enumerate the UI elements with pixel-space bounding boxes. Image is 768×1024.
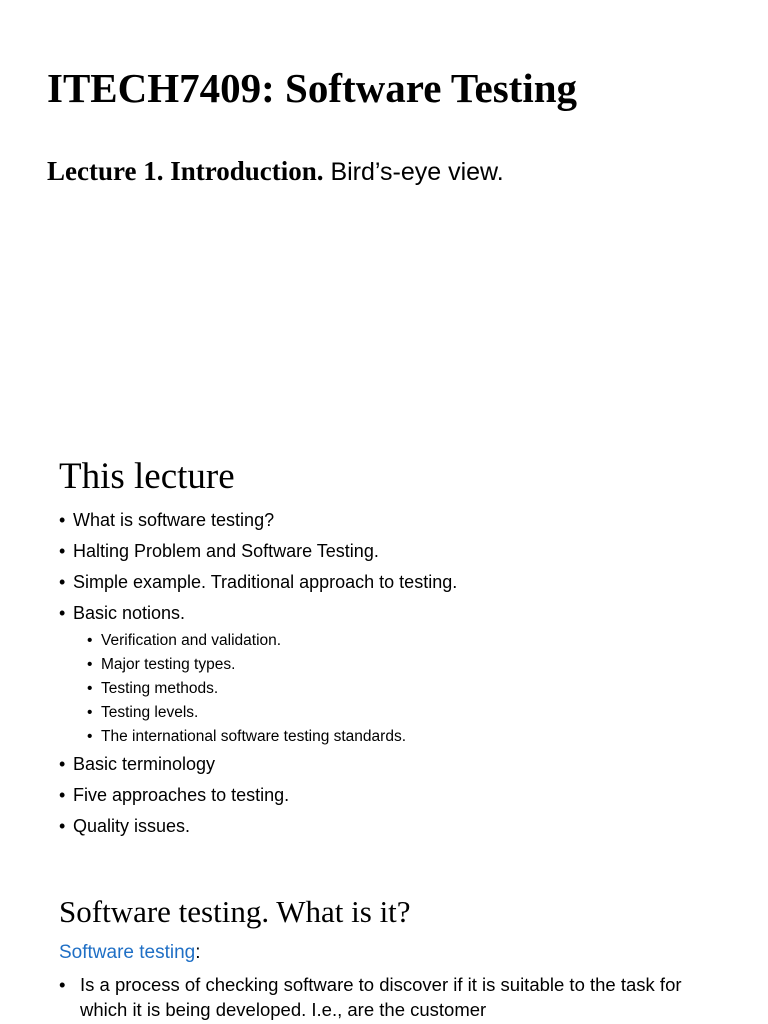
outline-subitem: • Verification and validation.	[59, 629, 457, 653]
outline-item: • What is software testing?	[59, 505, 457, 536]
outline-subitem: • Testing levels.	[59, 701, 457, 725]
course-title: ITECH7409: Software Testing	[47, 65, 578, 111]
bullet-icon: •	[87, 632, 93, 649]
bullet-icon: •	[59, 603, 66, 623]
definition-colon: :	[195, 942, 201, 963]
bullet-icon: •	[59, 510, 66, 530]
outline-subitem: • The international software testing standards.	[59, 725, 457, 749]
outline-item: • Simple example. Traditional approach to testing.	[59, 567, 457, 598]
bullet-icon: •	[59, 785, 66, 805]
slide-heading: Software testing. What is it?	[59, 894, 411, 929]
outline-item: • Five approaches to testing.	[59, 780, 457, 811]
bullet-icon: •	[87, 656, 93, 673]
outline-item: • Quality issues.	[59, 811, 457, 842]
definition-list	[59, 972, 699, 1022]
bullet-icon: •	[87, 704, 93, 721]
bullet-icon: •	[87, 728, 93, 745]
definition-item	[59, 972, 699, 1022]
slide-this-lecture	[0, 430, 768, 860]
bullet-icon: •	[87, 680, 93, 697]
slide-what-is-testing	[0, 860, 768, 1024]
lecture-subtitle	[47, 153, 504, 194]
outline-subitem: • Testing methods.	[59, 677, 457, 701]
slide-title	[0, 0, 768, 430]
bullet-icon: •	[59, 974, 66, 995]
outline-subitem: • Major testing types.	[59, 653, 457, 677]
bullet-icon: •	[59, 541, 66, 561]
lecture-outline	[59, 505, 457, 842]
outline-item: • Halting Problem and Software Testing.	[59, 536, 457, 567]
bullet-icon: •	[59, 754, 66, 774]
lecture-number: Lecture 1. Introduction.	[47, 156, 324, 186]
definition-label	[59, 940, 201, 966]
outline-item: • Basic terminology	[59, 749, 457, 780]
slide-heading: This lecture	[59, 456, 235, 497]
definition-term: Software testing	[59, 942, 196, 963]
bullet-icon: •	[59, 816, 66, 836]
definition-text: Is a process of checking software to discover if it is suitable to the task for which it is being developed. I.e., are the customer	[80, 974, 682, 1020]
lecture-tagline: Bird’s-eye view.	[323, 158, 504, 186]
bullet-icon: •	[59, 572, 66, 592]
outline-item: • Basic notions.	[59, 598, 457, 629]
